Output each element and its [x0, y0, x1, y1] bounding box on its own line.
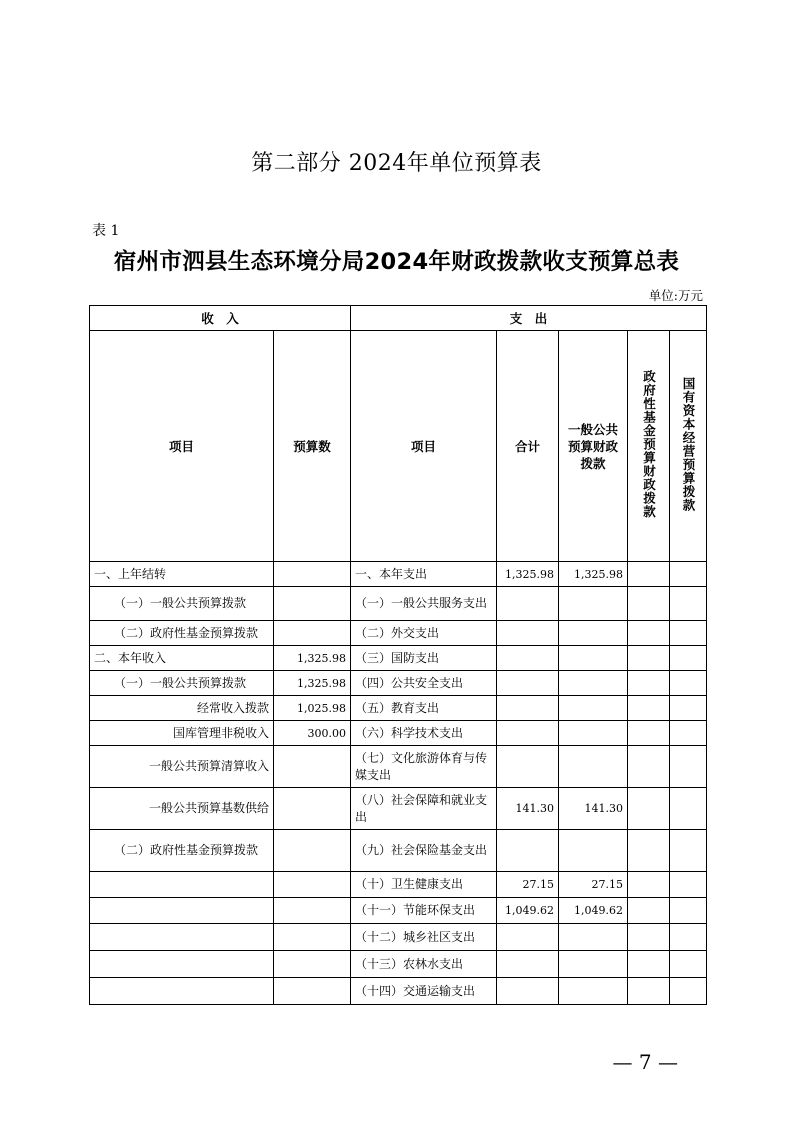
expense-item-cell: （四）公共安全支出: [351, 671, 497, 696]
income-item-cell: 一般公共预算清算收入: [90, 746, 274, 788]
table-row: [90, 924, 707, 951]
income-budget-cell: [274, 788, 351, 830]
expense-item-cell: （八）社会保障和就业支出: [351, 788, 497, 830]
total-cell: [497, 646, 559, 671]
general-budget-cell: 141.30: [559, 788, 628, 830]
table-title: 宿州市泗县生态环境分局2024年财政拨款收支预算总表: [113, 249, 680, 275]
gov-fund-cell: [628, 721, 670, 746]
table-row: [90, 721, 707, 746]
expense-item-cell: （十一）节能环保支出: [351, 898, 497, 924]
expense-item-cell: （五）教育支出: [351, 696, 497, 721]
gov-fund-cell: [628, 951, 670, 978]
table-number: 表 1: [92, 223, 120, 239]
expense-item-cell: （六）科学技术支出: [351, 721, 497, 746]
gov-fund-cell: [628, 978, 670, 1005]
income-budget-cell: [274, 746, 351, 788]
general-budget-cell: [559, 746, 628, 788]
general-budget-cell: 1,325.98: [559, 562, 628, 587]
total-cell: [497, 978, 559, 1005]
expense-item-cell: （九）社会保险基金支出: [351, 830, 497, 872]
income-budget-header: 预算数: [274, 331, 351, 562]
income-item-cell: 二、本年收入: [90, 646, 274, 671]
gov-fund-cell: [628, 830, 670, 872]
income-budget-cell: [274, 951, 351, 978]
table-row: [90, 587, 707, 621]
general-budget-cell: [559, 671, 628, 696]
total-cell: 27.15: [497, 872, 559, 898]
state-capital-cell: [670, 721, 707, 746]
income-item-cell: [90, 898, 274, 924]
budget-table: [89, 305, 707, 1005]
income-item-cell: 经常收入拨款: [90, 696, 274, 721]
table-row: [90, 830, 707, 872]
income-budget-cell: 1,025.98: [274, 696, 351, 721]
general-budget-cell: [559, 646, 628, 671]
gov-fund-cell: [628, 587, 670, 621]
state-capital-cell: [670, 924, 707, 951]
table-body: [90, 562, 707, 1005]
total-cell: [497, 830, 559, 872]
state-capital-cell: [670, 898, 707, 924]
gov-fund-cell: [628, 671, 670, 696]
general-budget-cell: [559, 587, 628, 621]
expense-item-cell: （十四）交通运输支出: [351, 978, 497, 1005]
expense-item-cell: （一）一般公共服务支出: [351, 587, 497, 621]
general-budget-cell: [559, 978, 628, 1005]
table-row: [90, 788, 707, 830]
state-capital-cell: [670, 696, 707, 721]
general-budget-cell: [559, 621, 628, 646]
gov-fund-cell: [628, 746, 670, 788]
income-item-cell: [90, 951, 274, 978]
total-cell: [497, 587, 559, 621]
expense-item-header: 项目: [351, 331, 497, 562]
income-budget-cell: 1,325.98: [274, 646, 351, 671]
table-row: [90, 696, 707, 721]
income-budget-cell: [274, 898, 351, 924]
income-budget-cell: [274, 562, 351, 587]
income-header: 收 入: [90, 306, 351, 331]
table-row: [90, 898, 707, 924]
income-item-header: 项目: [90, 331, 274, 562]
table-row: [90, 671, 707, 696]
income-item-cell: （一）一般公共预算拨款: [90, 587, 274, 621]
total-cell: [497, 924, 559, 951]
state-capital-cell: [670, 978, 707, 1005]
income-item-cell: （二）政府性基金预算拨款: [90, 621, 274, 646]
income-item-cell: （二）政府性基金预算拨款: [90, 830, 274, 872]
state-capital-cell: [670, 872, 707, 898]
income-budget-cell: 1,325.98: [274, 671, 351, 696]
general-budget-header: 一般公共预算财政拨款: [559, 331, 628, 562]
state-capital-cell: [670, 671, 707, 696]
expense-item-cell: （七）文化旅游体育与传媒支出: [351, 746, 497, 788]
table-row: [90, 621, 707, 646]
total-cell: [497, 951, 559, 978]
general-budget-cell: [559, 924, 628, 951]
income-budget-cell: [274, 587, 351, 621]
gov-fund-cell: [628, 788, 670, 830]
general-budget-cell: [559, 830, 628, 872]
gov-fund-cell: [628, 562, 670, 587]
general-budget-cell: 1,049.62: [559, 898, 628, 924]
state-capital-cell: [670, 746, 707, 788]
income-item-cell: [90, 872, 274, 898]
income-budget-cell: [274, 621, 351, 646]
income-item-cell: [90, 924, 274, 951]
income-budget-cell: [274, 924, 351, 951]
gov-fund-cell: [628, 872, 670, 898]
expense-item-cell: （三）国防支出: [351, 646, 497, 671]
state-capital-cell: [670, 951, 707, 978]
general-budget-cell: [559, 696, 628, 721]
general-budget-cell: [559, 721, 628, 746]
state-capital-cell: [670, 621, 707, 646]
gov-fund-cell: [628, 621, 670, 646]
gov-fund-cell: [628, 898, 670, 924]
table-row: [90, 978, 707, 1005]
table-row: [90, 646, 707, 671]
expense-item-cell: （十二）城乡社区支出: [351, 924, 497, 951]
income-item-cell: [90, 978, 274, 1005]
total-cell: 1,325.98: [497, 562, 559, 587]
expense-item-cell: （二）外交支出: [351, 621, 497, 646]
income-budget-cell: [274, 978, 351, 1005]
state-capital-cell: [670, 587, 707, 621]
table-row: [90, 951, 707, 978]
part-title: 第二部分 2024年单位预算表: [251, 151, 542, 176]
total-cell: 141.30: [497, 788, 559, 830]
unit-label: 单位:万元: [648, 288, 703, 303]
gov-fund-cell: [628, 696, 670, 721]
state-capital-cell: [670, 788, 707, 830]
income-item-cell: 国库管理非税收入: [90, 721, 274, 746]
table-row: [90, 562, 707, 587]
table-row: [90, 746, 707, 788]
state-capital-cell: [670, 562, 707, 587]
state-capital-cell: [670, 646, 707, 671]
income-budget-cell: [274, 872, 351, 898]
page-number: — 7 —: [612, 1050, 678, 1074]
income-item-cell: （一）一般公共预算拨款: [90, 671, 274, 696]
expense-item-cell: （十三）农林水支出: [351, 951, 497, 978]
expense-item-cell: 一、本年支出: [351, 562, 497, 587]
income-budget-cell: 300.00: [274, 721, 351, 746]
total-cell: [497, 696, 559, 721]
general-budget-cell: 27.15: [559, 872, 628, 898]
gov-fund-cell: [628, 924, 670, 951]
total-cell: [497, 621, 559, 646]
expense-header: 支 出: [351, 306, 707, 331]
income-item-cell: 一般公共预算基数供给: [90, 788, 274, 830]
income-budget-cell: [274, 830, 351, 872]
total-header: 合计: [497, 331, 559, 562]
table-row: [90, 872, 707, 898]
expense-item-cell: （十）卫生健康支出: [351, 872, 497, 898]
total-cell: [497, 721, 559, 746]
total-cell: [497, 671, 559, 696]
total-cell: [497, 746, 559, 788]
general-budget-cell: [559, 951, 628, 978]
gov-fund-cell: [628, 646, 670, 671]
total-cell: 1,049.62: [497, 898, 559, 924]
state-capital-cell: [670, 830, 707, 872]
income-item-cell: 一、上年结转: [90, 562, 274, 587]
gov-fund-header: 政府性基金预算财政拨款: [641, 369, 657, 519]
state-capital-header: 国有资本经营预算拨款: [681, 376, 697, 512]
